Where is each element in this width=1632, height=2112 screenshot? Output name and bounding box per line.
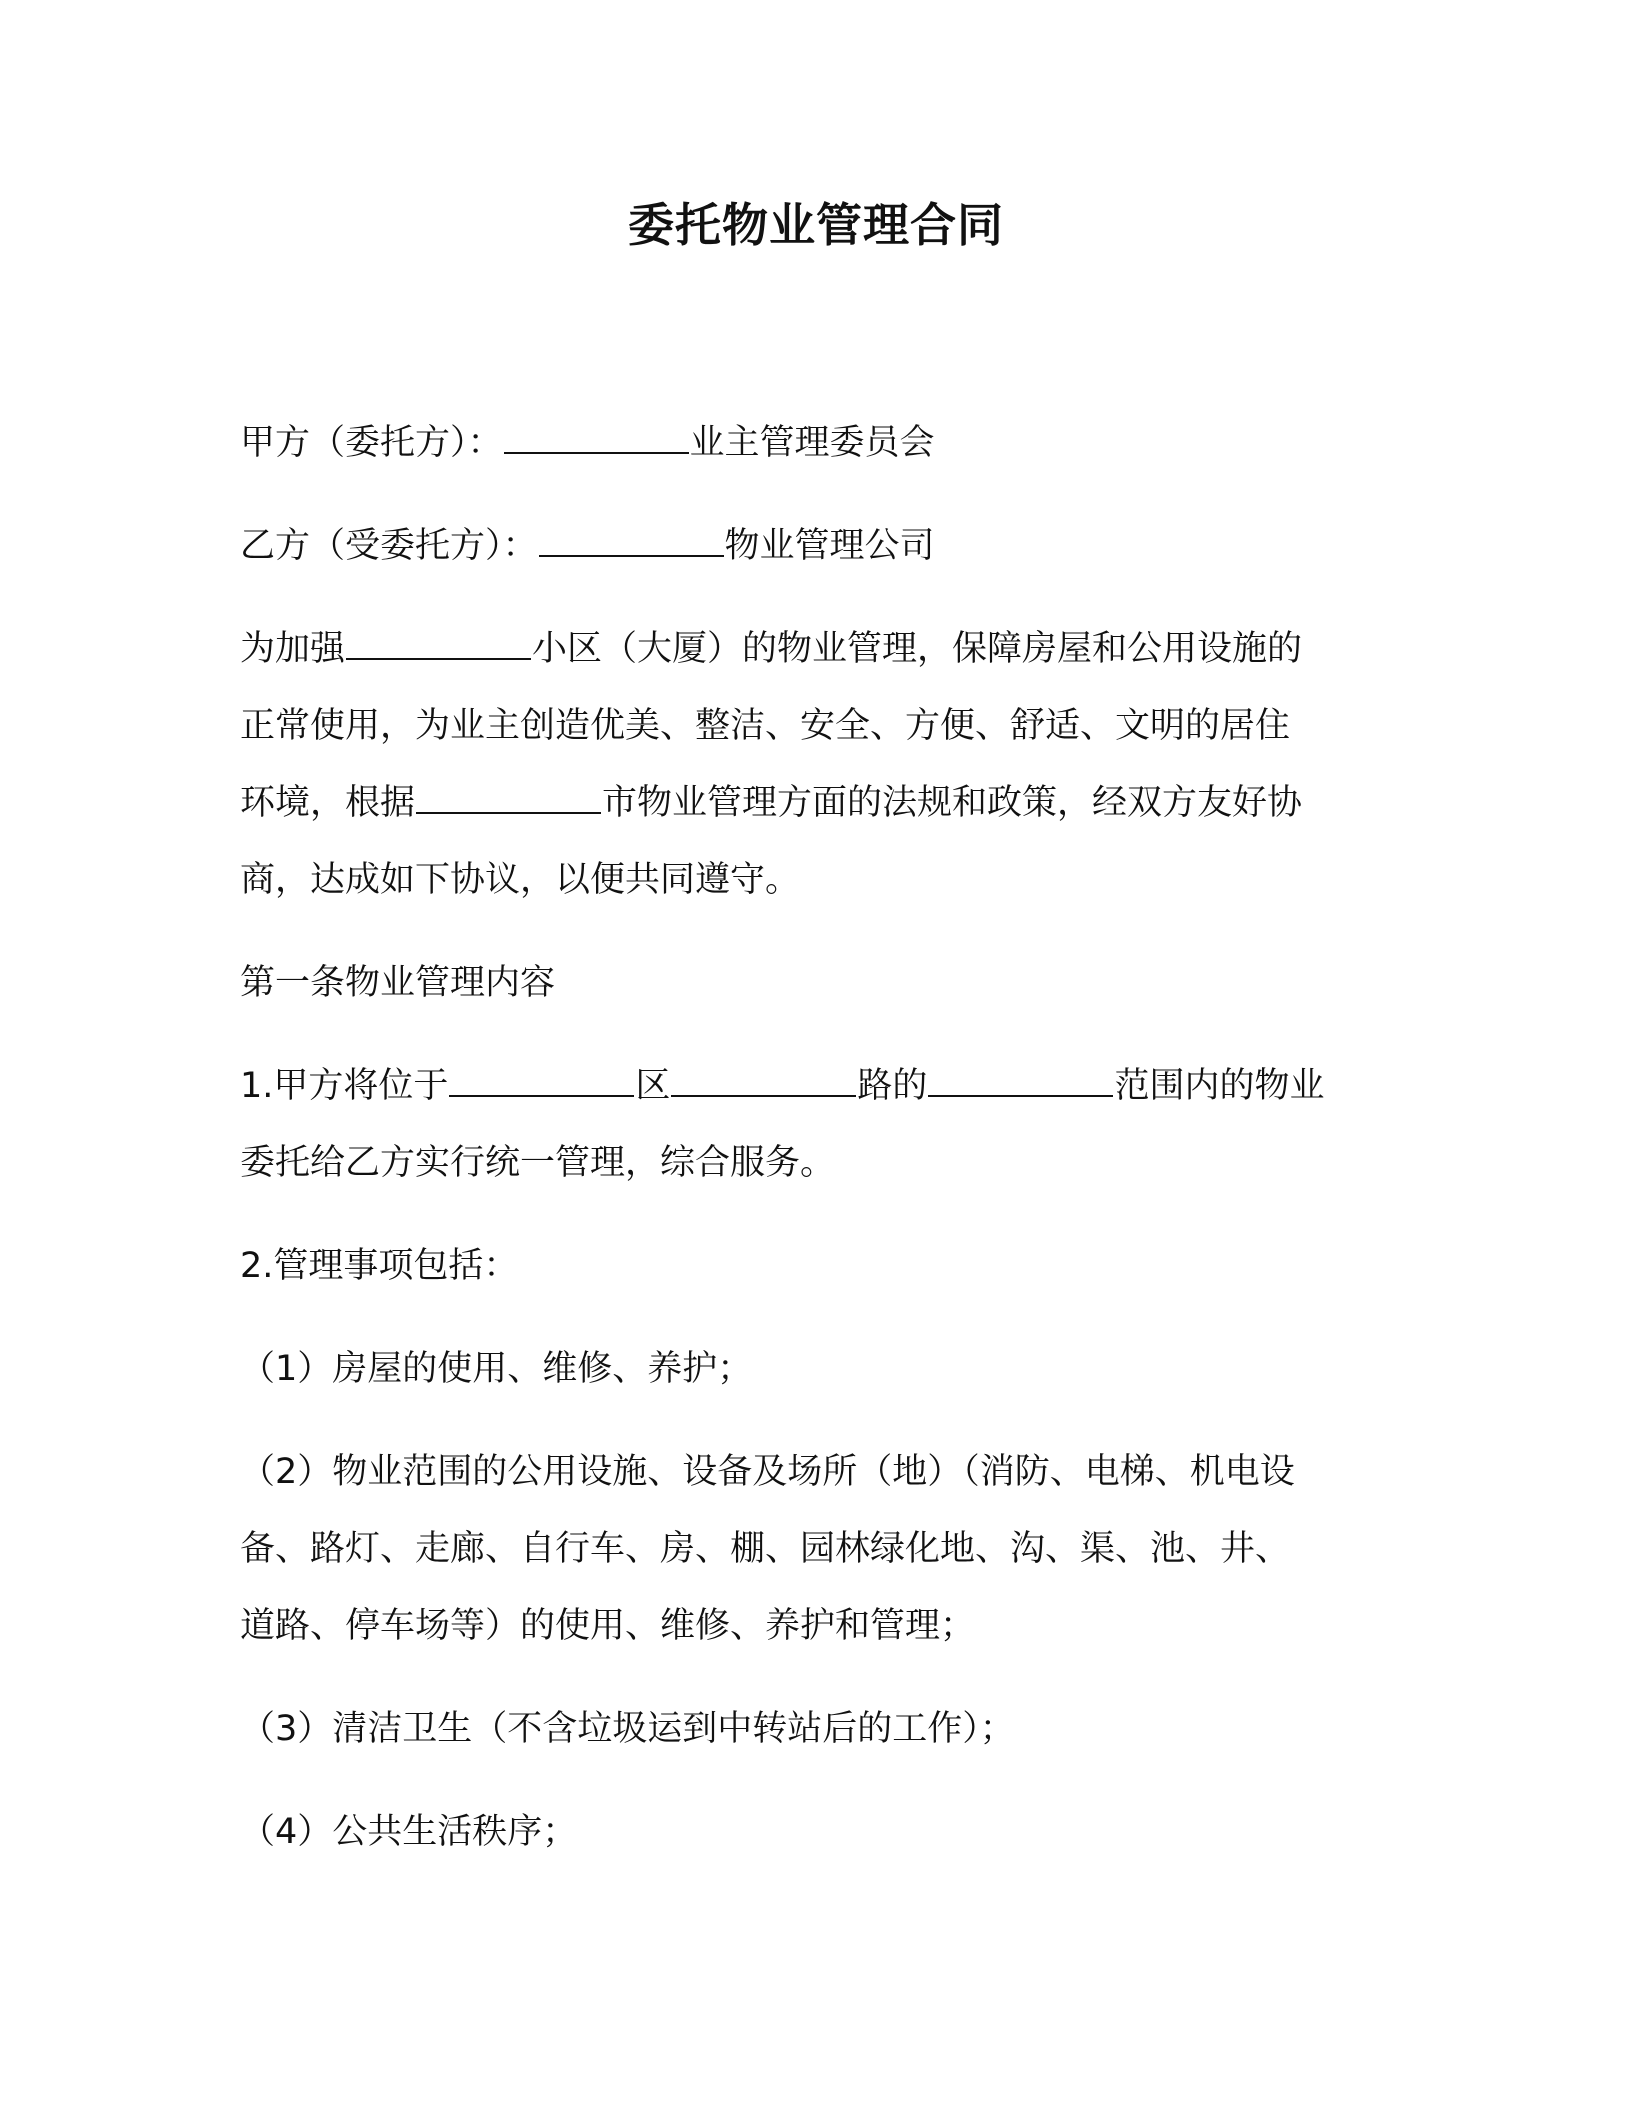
party-a-line <box>240 418 1410 468</box>
party-b-blank <box>539 525 724 557</box>
item-1-line-2: 委托给乙方实行统一管理，综合服务。 <box>240 1143 836 1183</box>
party-b-prefix: 乙方（受委托方）： <box>240 526 538 566</box>
community-name-blank <box>346 628 531 660</box>
document-title: 委托物业管理合同 <box>628 198 1004 252</box>
party-a-suffix: 业主管理委员会 <box>689 423 935 463</box>
article-1-heading: 第一条物业管理内容 <box>240 963 556 1003</box>
preamble-text: 环境，根据 <box>240 783 416 823</box>
sub-item-3: （3）清洁卫生（不含垃圾运到中转站后的工作）； <box>240 1709 1015 1749</box>
party-b-suffix: 物业管理公司 <box>724 526 935 566</box>
preamble-line-4: 商，达成如下协议，以便共同遵守。 <box>240 860 801 900</box>
district-blank <box>449 1065 634 1097</box>
item-2-heading: 2.管理事项包括： <box>240 1246 519 1286</box>
city-name-blank <box>416 782 601 814</box>
sub-item-2-line-3: 道路、停车场等）的使用、维修、养护和管理； <box>240 1606 976 1646</box>
preamble-text: 为加强 <box>240 629 346 669</box>
item-text: 1.甲方将位于 <box>240 1066 449 1106</box>
road-blank <box>671 1065 856 1097</box>
sub-item-4: （4）公共生活秩序； <box>240 1812 578 1852</box>
preamble-text: 小区（大厦）的物业管理，保障房屋和公用设施的 <box>532 629 1303 669</box>
item-1-line-1 <box>240 1061 1410 1111</box>
preamble-line-1 <box>240 624 1410 674</box>
party-a-prefix: 甲方（委托方）： <box>240 423 503 463</box>
preamble-text: 市物业管理方面的法规和政策，经双方友好协 <box>602 783 1303 823</box>
item-text: 范围内的物业 <box>1114 1066 1325 1106</box>
party-b-line <box>240 521 1410 571</box>
party-a-blank <box>504 422 689 454</box>
preamble-line-2: 正常使用，为业主创造优美、整洁、安全、方便、舒适、文明的居住 <box>240 706 1291 746</box>
scope-blank <box>928 1065 1113 1097</box>
sub-item-1: （1）房屋的使用、维修、养护； <box>240 1349 753 1389</box>
sub-item-2-line-1: （2）物业范围的公用设施、设备及场所（地）（消防、电梯、机电设 <box>240 1452 1295 1492</box>
sub-item-2-line-2: 备、路灯、走廊、自行车、房、棚、园林绿化地、沟、渠、池、井、 <box>240 1529 1291 1569</box>
item-text: 区 <box>635 1066 671 1106</box>
item-text: 路的 <box>857 1066 928 1106</box>
preamble-line-3 <box>240 778 1410 828</box>
